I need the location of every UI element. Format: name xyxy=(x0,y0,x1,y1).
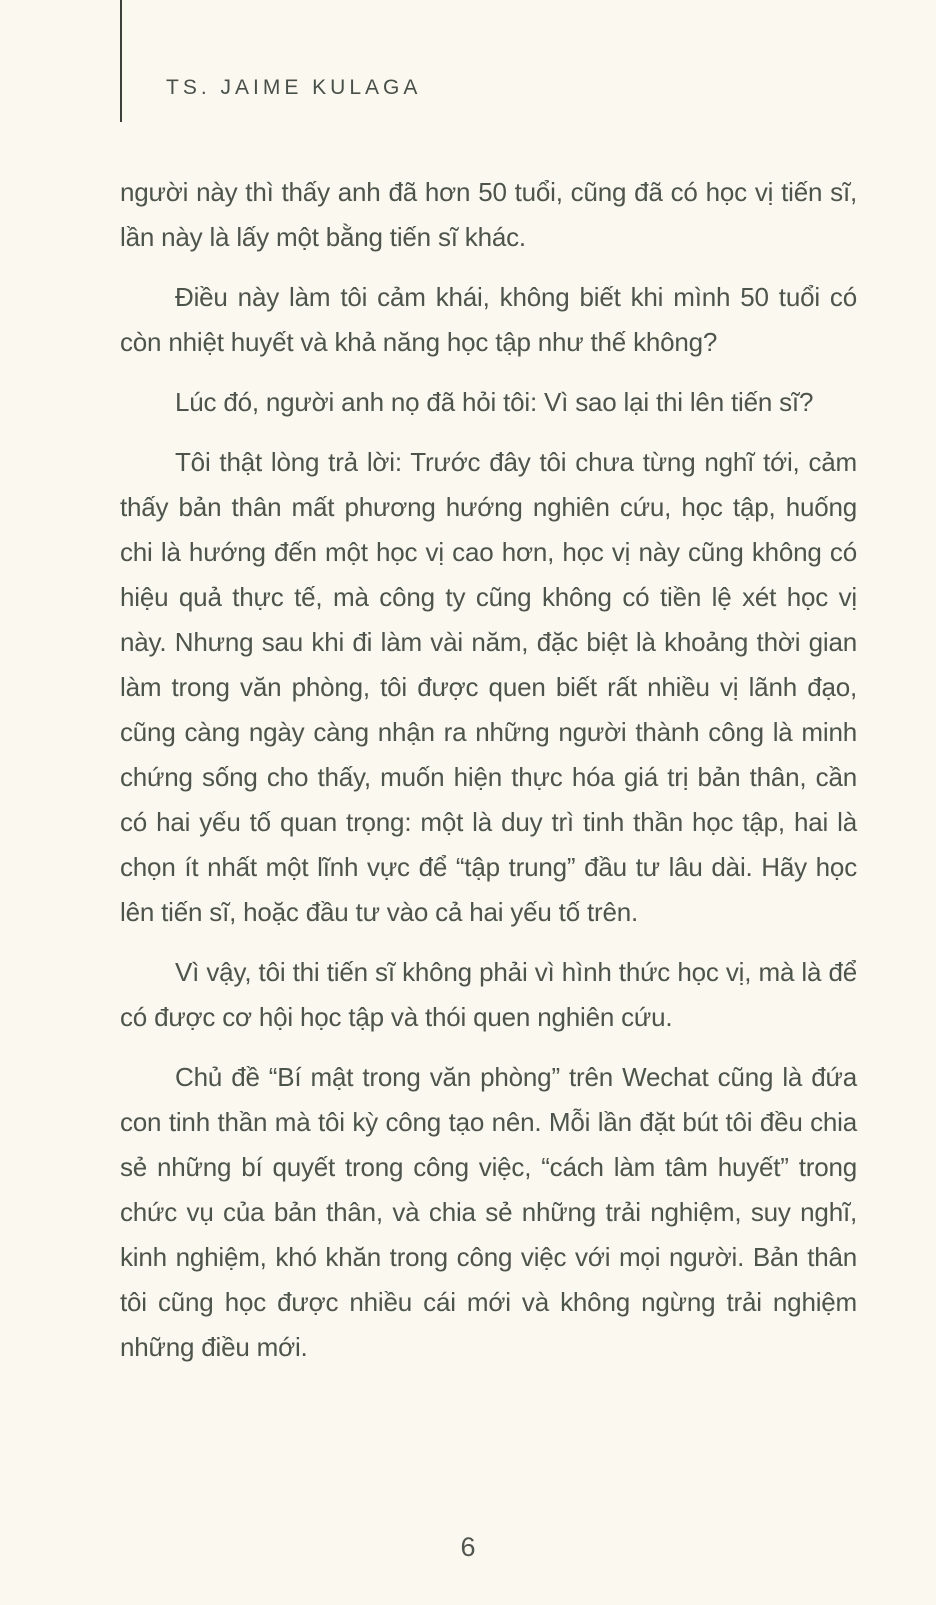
paragraph: người này thì thấy anh đã hơn 50 tuổi, cũng đã có học vị tiến sĩ, lần này là lấy một bằng tiến sĩ khác. xyxy=(120,177,857,252)
text-block xyxy=(120,170,857,1385)
paragraph: Vì vậy, tôi thi tiến sĩ không phải vì hình thức học vị, mà là để có được cơ hội học tập và thói quen nghiên cứu. xyxy=(120,957,857,1032)
paragraph: Lúc đó, người anh nọ đã hỏi tôi: Vì sao lại thi lên tiến sĩ? xyxy=(175,387,814,417)
page-number: 6 xyxy=(460,1532,476,1562)
header-vertical-rule xyxy=(120,0,122,122)
paragraph: Điều này làm tôi cảm khái, không biết khi mình 50 tuổi có còn nhiệt huyết và khả năng học tập như thế không? xyxy=(120,282,857,357)
running-header: TS. JAIME KULAGA xyxy=(166,76,422,99)
paragraph: Chủ đề “Bí mật trong văn phòng” trên Wechat cũng là đứa con tinh thần mà tôi kỳ công tạo nên. Mỗi lần đặt bút tôi đều chia sẻ những bí quyết trong công việc, “cách làm tâm huyết” trong chức vụ của bản thân, và chia sẻ những trải nghiệm, suy nghĩ, kinh nghiệm, khó khăn trong công việc với mọi người. Bản thân tôi cũng học được nhiều cái mới và không ngừng trải nghiệm những điều mới. xyxy=(120,1062,857,1362)
paragraph: Tôi thật lòng trả lời: Trước đây tôi chưa từng nghĩ tới, cảm thấy bản thân mất phương hướng nghiên cứu, học tập, huống chi là hướng đến một học vị cao hơn, học vị này cũng không có hiệu quả thực tế, mà công ty cũng không có tiền lệ xét học vị này. Nhưng sau khi đi làm vài năm, đặc biệt là khoảng thời gian làm trong văn phòng, tôi được quen biết rất nhiều vị lãnh đạo, cũng càng ngày càng nhận ra những người thành công là minh chứng sống cho thấy, muốn hiện thực hóa giá trị bản thân, cần có hai yếu tố quan trọng: một là duy trì tinh thần học tập, hai là chọn ít nhất một lĩnh vực để “tập trung” đầu tư lâu dài. Hãy học lên tiến sĩ, hoặc đầu tư vào cả hai yếu tố trên. xyxy=(120,447,857,927)
